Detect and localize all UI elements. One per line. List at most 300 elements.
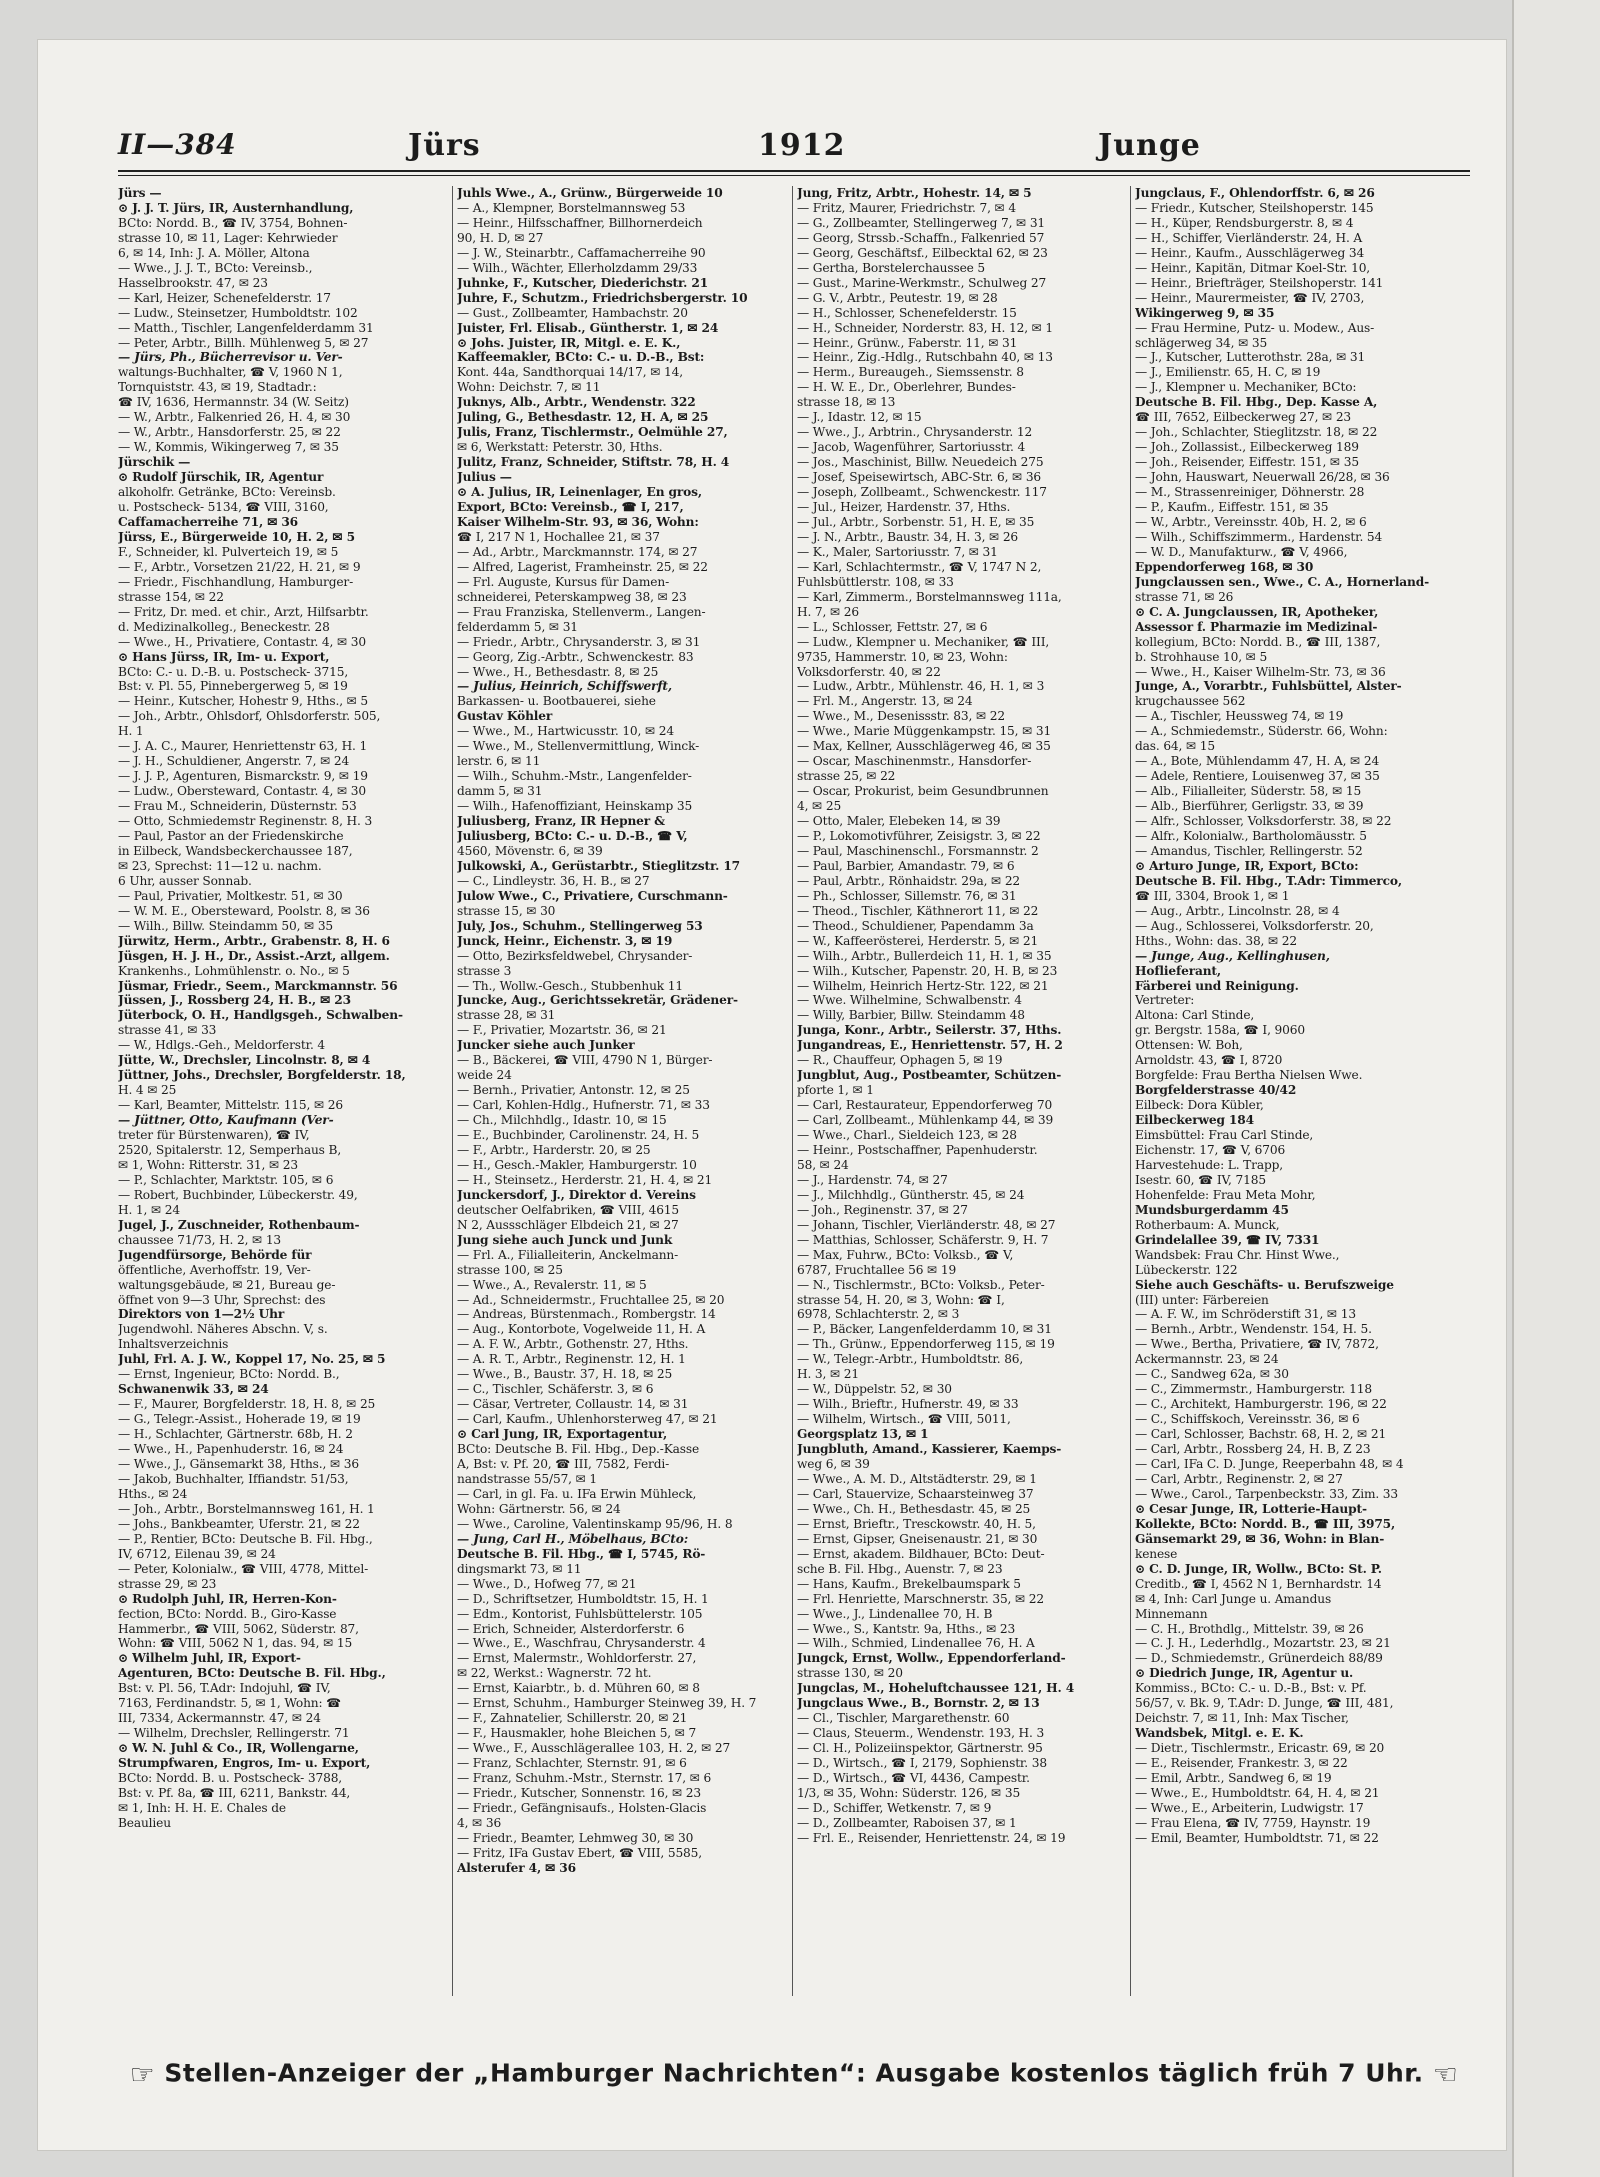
directory-entry-line: krugchaussee 562 xyxy=(1135,694,1246,709)
directory-entry-line: — Paul, Arbtr., Rönhaidstr. 29a, ✉ 22 xyxy=(797,873,1021,888)
directory-entry-line: — Amandus, Tischler, Rellingerstr. 52 xyxy=(1135,843,1363,858)
directory-entry-line: Tornquiststr. 43, ✉ 19, Stadtadr.: xyxy=(118,380,317,395)
directory-entry-line: 4560, Mövenstr. 6, ✉ 39 xyxy=(457,843,603,858)
directory-entry-line: strasse 15, ✉ 30 xyxy=(457,903,556,918)
directory-entry-line: — Alfred, Lagerist, Framheinstr. 25, ✉ 22 xyxy=(457,559,708,574)
directory-entry-line: — Wilh., Hafenoffiziant, Heinskamp 35 xyxy=(457,799,693,814)
directory-entry-line: Eppendorferweg 168, ✉ 30 xyxy=(1135,559,1314,574)
directory-entry-line: — Aug., Arbtr., Lincolnstr. 28, ✉ 4 xyxy=(1135,903,1340,918)
directory-entry-line: Ackermannstr. 23, ✉ 24 xyxy=(1135,1352,1279,1367)
directory-entry-line: — Junge, Aug., Kellinghusen, xyxy=(1135,948,1330,963)
directory-entry-line: Deichstr. 7, ✉ 11, Inh: Max Tischer, xyxy=(1135,1711,1349,1726)
directory-entry-line: — Matth., Tischler, Langenfelderdamm 31 xyxy=(118,320,374,335)
directory-entry-line: strasse 25, ✉ 22 xyxy=(797,769,896,784)
directory-entry-line: 4, ✉ 25 xyxy=(797,799,842,814)
directory-entry-line: Kaiser Wilhelm-Str. 93, ✉ 36, Wohn: xyxy=(457,514,699,529)
directory-entry-line: Juncker siehe auch Junker xyxy=(457,1038,635,1053)
directory-entry-line: Juhl, Frl. A. J. W., Koppel 17, No. 25, ✉ 5 xyxy=(118,1352,386,1367)
directory-entry-line: Juliusberg, BCto: C.- u. D.-B., ☎ V, xyxy=(457,828,688,843)
directory-entry-line: — Emil, Beamter, Humboldtstr. 71, ✉ 22 xyxy=(1135,1830,1379,1845)
directory-entry-line: — Wwe., Caroline, Valentinskamp 95/96, H. 8 xyxy=(457,1516,733,1531)
page-number: II—384 xyxy=(118,128,237,161)
directory-entry-line: — Wilh., Schuhm.-Mstr., Langenfelder- xyxy=(457,769,692,784)
directory-entry-line: in Eilbeck, Wandsbeckerchaussee 187, xyxy=(118,843,353,858)
directory-entry-line: ✉ 1, Wohn: Ritterstr. 31, ✉ 23 xyxy=(118,1157,298,1172)
directory-entry-line: ✉ 6, Werkstatt: Peterstr. 30, Hths. xyxy=(457,440,663,455)
directory-entry-line: Wandsbek: Frau Chr. Hinst Wwe., xyxy=(1135,1247,1340,1262)
directory-entry-line: chaussee 71/73, H. 2, ✉ 13 xyxy=(118,1232,282,1247)
header-keyword-left: Jürs xyxy=(408,128,481,163)
directory-entry-line: N 2, Aussschläger Elbdeich 21, ✉ 27 xyxy=(457,1217,679,1232)
directory-entry-line: — Wwe., B., Baustr. 37, H. 18, ✉ 25 xyxy=(457,1367,673,1382)
directory-entry-line: — G., Zollbeamter, Stellingerweg 7, ✉ 31 xyxy=(797,215,1046,230)
directory-entry-line: Wohn: Deichstr. 7, ✉ 11 xyxy=(457,380,601,395)
directory-entry-line: — Heinr., Maurermeister, ☎ IV, 2703, xyxy=(1135,290,1365,305)
directory-entry-line: — Joh., Reisender, Eiffestr. 151, ✉ 35 xyxy=(1135,455,1359,470)
directory-entry-line: ⊙ Cesar Junge, IR, Lotterie-Haupt- xyxy=(1135,1501,1367,1516)
directory-entry-line: — Wilhelm, Heinrich Hertz-Str. 122, ✉ 21 xyxy=(797,978,1049,993)
directory-entry-line: strasse 100, ✉ 25 xyxy=(457,1262,563,1277)
directory-entry-line: — C. J. H., Lederhdlg., Mozartstr. 23, ✉ 21 xyxy=(1135,1636,1391,1651)
directory-entry-line: — Ludw., Obersteward, Contastr. 4, ✉ 30 xyxy=(118,784,366,799)
directory-entry-line: 6978, Schlachterstr. 2, ✉ 3 xyxy=(797,1307,960,1322)
directory-entry-line: — C. H., Brothdlg., Mittelstr. 39, ✉ 26 xyxy=(1135,1621,1364,1636)
directory-entry-line: Hohenfelde: Frau Meta Mohr, xyxy=(1135,1187,1316,1202)
directory-entry-line: damm 5, ✉ 31 xyxy=(457,784,543,799)
directory-entry-line: — Fritz, IFa Gustav Ebert, ☎ VIII, 5585, xyxy=(457,1845,702,1860)
directory-entry-line: — Fritz, Maurer, Friedrichstr. 7, ✉ 4 xyxy=(797,200,1016,215)
directory-entry-line: — Carl, Kohlen-Hdlg., Hufnerstr. 71, ✉ 33 xyxy=(457,1098,710,1113)
directory-entry-line: — Ad., Schneidermstr., Fruchtallee 25, ✉ 20 xyxy=(457,1292,725,1307)
directory-entry-line: — Carl, IFa C. D. Junge, Reeperbahn 48, ✉ 4 xyxy=(1135,1457,1404,1472)
directory-entry-line: strasse 3 xyxy=(457,963,512,978)
directory-entry-line: — Ludw., Klempner u. Mechaniker, ☎ III, xyxy=(797,634,1050,649)
directory-entry-line: Isestr. 60, ☎ IV, 7185 xyxy=(1135,1172,1266,1187)
directory-entry-line: — Paul, Maschinenschl., Forsmannstr. 2 xyxy=(797,843,1039,858)
directory-entry-line: — Andreas, Bürstenmach., Rombergstr. 14 xyxy=(457,1307,716,1322)
column-2 xyxy=(452,186,787,1996)
directory-entry-line: Junga, Konr., Arbtr., Seilerstr. 37, Hths. xyxy=(797,1023,1062,1038)
directory-entry-line: Jungclas, M., Hoheluftchaussee 121, H. 4 xyxy=(797,1681,1075,1696)
directory-entry-line: Junck, Heinr., Eichenstr. 3, ✉ 19 xyxy=(457,933,673,948)
directory-entry-line: Jung, Fritz, Arbtr., Hohestr. 14, ✉ 5 xyxy=(797,186,1032,200)
directory-entry-line: Junge, A., Vorarbtr., Fuhlsbüttel, Alster- xyxy=(1135,679,1402,694)
directory-entry-line: — Wwe., H., Papenhuderstr. 16, ✉ 24 xyxy=(118,1442,344,1457)
directory-entry-line: — Wwe., Ch. H., Bethesdastr. 45, ✉ 25 xyxy=(797,1501,1031,1516)
directory-entry-line: — W., Düppelstr. 52, ✉ 30 xyxy=(797,1382,952,1397)
directory-entry-line: — Wilh., Wächter, Ellerholzdamm 29/33 xyxy=(457,260,698,275)
directory-entry-line: — Wwe., H., Kaiser Wilhelm-Str. 73, ✉ 36 xyxy=(1135,664,1386,679)
directory-entry-line: IV, 6712, Eilenau 39, ✉ 24 xyxy=(118,1546,276,1561)
directory-entry-line: — J. W., Steinarbtr., Caffamacherreihe 90 xyxy=(457,245,706,260)
directory-entry-line: — G. V., Arbtr., Peutestr. 19, ✉ 28 xyxy=(797,290,998,305)
directory-entry-line: — K., Maler, Sartoriusstr. 7, ✉ 31 xyxy=(797,544,998,559)
directory-entry-line: — F., Maurer, Borgfelderstr. 18, H. 8, ✉ 25 xyxy=(118,1397,376,1412)
directory-entry-line: — Ludw., Steinsetzer, Humboldtstr. 102 xyxy=(118,305,358,320)
directory-entry-line: — P., Rentier, BCto: Deutsche B. Fil. Hbg., xyxy=(118,1531,373,1546)
directory-entry-line: öffentliche, Averhoffstr. 19, Ver- xyxy=(118,1262,311,1277)
directory-entry-line: — Jul., Arbtr., Sorbenstr. 51, H. E, ✉ 35 xyxy=(797,514,1035,529)
directory-entry-line: — Heinr., Briefträger, Steilshoperstr. 141 xyxy=(1135,275,1384,290)
directory-entry-line: ⊙ Diedrich Junge, IR, Agentur u. xyxy=(1135,1666,1354,1681)
directory-entry-line: — Cl. H., Polizeiinspektor, Gärtnerstr. 95 xyxy=(797,1741,1043,1756)
directory-entry-line: — Frl. Henriette, Marschnerstr. 35, ✉ 22 xyxy=(797,1591,1044,1606)
directory-entry-line: — Willy, Barbier, Billw. Steindamm 48 xyxy=(797,1008,1025,1023)
directory-entry-line: (III) unter: Färbereien xyxy=(1135,1292,1269,1307)
directory-entry-line: ✉ 22, Werkst.: Wagnerstr. 72 ht. xyxy=(457,1666,652,1681)
directory-entry-line: ⊙ Rudolf Jürschik, IR, Agentur xyxy=(118,470,324,485)
directory-entry-line: strasse 41, ✉ 33 xyxy=(118,1023,217,1038)
directory-entry-line: deutscher Oelfabriken, ☎ VIII, 4615 xyxy=(457,1202,680,1217)
directory-entry-line: öffnet von 9—3 Uhr, Sprechst: des xyxy=(118,1292,326,1307)
directory-entry-line: 6787, Fruchtallee 56 ✉ 19 xyxy=(797,1262,957,1277)
directory-entry-line: — L., Schlosser, Fettstr. 27, ✉ 6 xyxy=(797,619,988,634)
directory-entry-line: ✉ 1, Inh: H. H. E. Chales de xyxy=(118,1800,286,1815)
directory-entry-line: schneiderei, Peterskampweg 38, ✉ 23 xyxy=(457,589,687,604)
directory-entry-line: — Heinr., Hilfsschaffner, Billhornerdeich xyxy=(457,215,703,230)
directory-entry-line: Altona: Carl Stinde, xyxy=(1135,1008,1255,1023)
directory-entry-line: — Carl, Restaurateur, Eppendorferweg 70 xyxy=(797,1098,1053,1113)
directory-entry-line: — Paul, Barbier, Amandastr. 79, ✉ 6 xyxy=(797,858,1015,873)
directory-entry-line: — Cäsar, Vertreter, Collaustr. 14, ✉ 31 xyxy=(457,1397,689,1412)
directory-entry-line: fection, BCto: Nordd. B., Giro-Kasse xyxy=(118,1606,337,1621)
directory-entry-line: — Hans, Kaufm., Brekelbaumspark 5 xyxy=(797,1576,1021,1591)
directory-entry-line: — Georg, Geschäftsf., Eilbecktal 62, ✉ 23 xyxy=(797,245,1048,260)
directory-entry-line: Julitz, Franz, Schneider, Stiftstr. 78, H. 4 xyxy=(457,455,730,470)
directory-entry-line: Deutsche B. Fil. Hbg., T.Adr: Timmerco, xyxy=(1135,873,1402,888)
directory-entry-line: Fuhlsbüttlerstr. 108, ✉ 33 xyxy=(797,574,954,589)
directory-entry-line: — H., Schneider, Norderstr. 83, H. 12, ✉ 1 xyxy=(797,320,1054,335)
directory-entry-line: H. 1, ✉ 24 xyxy=(118,1202,180,1217)
directory-entry-line: — Wwe., M., Desenissstr. 83, ✉ 22 xyxy=(797,709,1005,724)
directory-entry-line: H. 7, ✉ 26 xyxy=(797,604,859,619)
directory-entry-line: schlägerweg 34, ✉ 35 xyxy=(1135,335,1268,350)
directory-entry-line: Julkowski, A., Gerüstarbtr., Stieglitzstr. 17 xyxy=(457,858,740,873)
directory-entry-line: — Frau Franziska, Stellenverm., Langen- xyxy=(457,604,706,619)
directory-entry-line: Lübeckerstr. 122 xyxy=(1135,1262,1238,1277)
directory-entry-line: Export, BCto: Vereinsb., ☎ I, 217, xyxy=(457,500,684,515)
directory-entry-line: — C., Lindleystr. 36, H. B., ✉ 27 xyxy=(457,873,650,888)
directory-entry-line: — W., Kaffeerösterei, Herderstr. 5, ✉ 21 xyxy=(797,933,1039,948)
directory-entry-line: Jungclaussen sen., Wwe., C. A., Hornerland- xyxy=(1135,574,1430,589)
directory-entry-line: ⊙ Hans Jürss, IR, Im- u. Export, xyxy=(118,649,330,664)
directory-entry-line: — W., Kommis, Wikingerweg 7, ✉ 35 xyxy=(118,440,339,455)
directory-entry-line: Bst: v. Pl. 55, Pinnebergerweg 5, ✉ 19 xyxy=(118,679,348,694)
directory-entry-line: — Heinr., Postschaffner, Papenhuderstr. xyxy=(797,1143,1038,1157)
directory-entry-line: ⊙ Wilhelm Juhl, IR, Export- xyxy=(118,1651,301,1666)
directory-entry-line: Kaffeemakler, BCto: C.- u. D.-B., Bst: xyxy=(457,350,705,365)
directory-entry-line: — Ph., Schlosser, Sillemstr. 76, ✉ 31 xyxy=(797,888,1017,903)
directory-entry-line: Gänsemarkt 29, ✉ 36, Wohn: in Blan- xyxy=(1135,1531,1385,1546)
directory-entry-line: waltungs-Buchhalter, ☎ V, 1960 N 1, xyxy=(118,365,343,380)
directory-entry-line: — Joh., Schlachter, Stieglitzstr. 18, ✉ 22 xyxy=(1135,425,1378,440)
directory-entry-line: — Wilh., Schiffszimmerm., Hardenstr. 54 xyxy=(1135,529,1383,544)
directory-entry-line: — J. J. P., Agenturen, Bismarckstr. 9, ✉ 19 xyxy=(118,769,368,784)
directory-entry-line: — Karl, Schlachtermstr., ☎ V, 1747 N 2, xyxy=(797,559,1042,574)
directory-entry-line: — Wwe., A. M. D., Altstädterstr. 29, ✉ 1 xyxy=(797,1471,1037,1486)
directory-entry-line: — Frl. E., Reisender, Henriettenstr. 24, ✉ 19 xyxy=(797,1830,1066,1845)
column-1 xyxy=(118,186,448,1996)
directory-entry-line: — Emil, Arbtr., Sandweg 6, ✉ 19 xyxy=(1135,1771,1332,1786)
directory-entry-line: strasse 29, ✉ 23 xyxy=(118,1576,217,1591)
directory-entry-line: kollegium, BCto: Nordd. B., ☎ III, 1387, xyxy=(1135,634,1381,649)
directory-entry-line: — H., Schlosser, Schenefelderstr. 15 xyxy=(797,305,1017,320)
directory-entry-line: — Carl, Arbtr., Reginenstr. 2, ✉ 27 xyxy=(1135,1471,1343,1486)
directory-entry-line: Juhnke, F., Kutscher, Diederichstr. 21 xyxy=(457,275,709,290)
directory-entry-line: — Friedr., Arbtr., Chrysanderstr. 3, ✉ 31 xyxy=(457,634,701,649)
directory-entry-line: — H., Steinsetz., Herderstr. 21, H. 4, ✉ 21 xyxy=(457,1172,713,1187)
directory-entry-line: — C., Schiffskoch, Vereinsstr. 36, ✉ 6 xyxy=(1135,1412,1360,1427)
directory-entry-line: — Frau Hermine, Putz- u. Modew., Aus- xyxy=(1135,320,1375,335)
directory-entry-line: — H., Schiffer, Vierländerstr. 24, H. A xyxy=(1135,230,1363,245)
directory-entry-line: — J., Emilienstr. 65, H. C, ✉ 19 xyxy=(1135,365,1321,380)
directory-entry-line: strasse 154, ✉ 22 xyxy=(118,589,224,604)
directory-entry-line: — Herm., Bureaugeh., Siemssenstr. 8 xyxy=(797,365,1024,380)
directory-entry-line: — Wilh., Schmied, Lindenallee 76, H. A xyxy=(797,1636,1035,1651)
directory-entry-line: Barkassen- u. Bootbauerei, siehe xyxy=(457,694,656,709)
directory-entry-line: — H., Küper, Rendsburgerstr. 8, ✉ 4 xyxy=(1135,215,1354,230)
directory-entry-line: Schwanenwik 33, ✉ 24 xyxy=(118,1382,269,1397)
directory-entry-line: — Wwe., A., Revalerstr. 11, ✉ 5 xyxy=(457,1277,647,1292)
directory-entry-line: — Jung, Carl H., Möbelhaus, BCto: xyxy=(457,1531,689,1546)
directory-entry-line: — N., Tischlermstr., BCto: Volksb., Peter- xyxy=(797,1277,1045,1292)
directory-entry-line: — M., Strassenreiniger, Döhnerstr. 28 xyxy=(1135,485,1365,500)
directory-entry-line: — Wwe., F., Ausschlägerallee 103, H. 2, ✉ 27 xyxy=(457,1741,731,1756)
directory-entry-line: ⊙ W. N. Juhl & Co., IR, Wollengarne, xyxy=(118,1741,359,1756)
directory-entry-line: sche B. Fil. Hbg., Auenstr. 7, ✉ 23 xyxy=(797,1561,1003,1576)
directory-entry-line: Agenturen, BCto: Deutsche B. Fil. Hbg., xyxy=(118,1666,386,1681)
directory-entry-line: Ottensen: W. Boh, xyxy=(1135,1038,1243,1053)
directory-entry-line: Jüterbock, O. H., Handlgsgeh., Schwalben- xyxy=(118,1008,403,1023)
directory-entry-line: — C., Tischler, Schäferstr. 3, ✉ 6 xyxy=(457,1382,654,1397)
directory-entry-line: Juhls Wwe., A., Grünw., Bürgerweide 10 xyxy=(457,186,723,200)
directory-entry-line: u. Postscheck- 5134, ☎ VIII, 3160, xyxy=(118,500,329,515)
directory-entry-line: ☎ III, 7652, Eilbeckerweg 27, ✉ 23 xyxy=(1135,410,1352,425)
directory-entry-line: Jüttner, Johs., Drechsler, Borgfelderstr. 18, xyxy=(118,1068,406,1083)
directory-entry-line: — Wwe. Wilhelmine, Schwalbenstr. 4 xyxy=(797,993,1022,1008)
directory-entry-line: Minnemann xyxy=(1135,1606,1208,1621)
directory-entry-line: Eichenstr. 17, ☎ V, 6706 xyxy=(1135,1143,1286,1157)
directory-entry-line: — Heinr., Kaufm., Ausschlägerweg 34 xyxy=(1135,245,1365,260)
directory-entry-line: — Wilhelm, Drechsler, Rellingerstr. 71 xyxy=(118,1726,350,1741)
directory-entry-line: — Ernst, Schuhm., Hamburger Steinweg 39, H. 7 xyxy=(457,1696,757,1711)
directory-entry-line: dingsmarkt 73, ✉ 11 xyxy=(457,1561,582,1576)
directory-entry-line: — Friedr., Gefängnisaufs., Holsten-Glacis xyxy=(457,1800,707,1815)
directory-entry-line: — J., Hardenstr. 74, ✉ 27 xyxy=(797,1172,948,1187)
directory-entry-line: gr. Bergstr. 158a, ☎ I, 9060 xyxy=(1135,1023,1305,1038)
directory-entry-line: — Wwe., Charl., Sieldeich 123, ✉ 28 xyxy=(797,1128,1017,1143)
directory-entry-line: Jungclaus Wwe., B., Bornstr. 2, ✉ 13 xyxy=(797,1696,1040,1711)
directory-entry-line: — J. H., Schuldiener, Angerstr. 7, ✉ 24 xyxy=(118,754,350,769)
directory-entry-line: lerstr. 6, ✉ 11 xyxy=(457,754,541,769)
directory-entry-line: Creditb., ☎ I, 4562 N 1, Bernhardstr. 14 xyxy=(1135,1576,1382,1591)
directory-entry-line: Jürss, E., Bürgerweide 10, H. 2, ✉ 5 xyxy=(118,529,355,544)
header-keyword-right: Junge xyxy=(1098,128,1201,163)
directory-entry-line: — D., Wirtsch., ☎ VI, 4436, Campestr. xyxy=(797,1771,1030,1786)
directory-entry-line: Hammerbr., ☎ VIII, 5062, Süderstr. 87, xyxy=(118,1621,359,1636)
directory-entry-line: BCto: Nordd. B., ☎ IV, 3754, Bohnen- xyxy=(118,215,348,230)
directory-entry-line: Juknys, Alb., Arbtr., Wendenstr. 322 xyxy=(457,395,696,410)
directory-entry-line: — Gust., Zollbeamter, Hambachstr. 20 xyxy=(457,305,688,320)
directory-entry-line: Kollekte, BCto: Nordd. B., ☎ III, 3975, xyxy=(1135,1516,1396,1531)
directory-entry-line: — C., Sandweg 62a, ✉ 30 xyxy=(1135,1367,1289,1382)
directory-entry-line: Vertreter: xyxy=(1135,993,1195,1008)
directory-entry-line: — C., Architekt, Hamburgerstr. 196, ✉ 22 xyxy=(1135,1397,1387,1412)
directory-entry-line: — A., Tischler, Heussweg 74, ✉ 19 xyxy=(1135,709,1344,724)
directory-entry-line: H. 1 xyxy=(118,724,144,739)
directory-entry-line: ⊙ Carl Jung, IR, Exportagentur, xyxy=(457,1427,668,1442)
directory-entry-line: — P., Schlachter, Marktstr. 105, ✉ 6 xyxy=(118,1172,334,1187)
directory-entry-line: — Joh., Reginenstr. 37, ✉ 27 xyxy=(797,1202,968,1217)
directory-entry-line: — Wwe., J., Gänsemarkt 38, Hths., ✉ 36 xyxy=(118,1457,359,1472)
directory-entry-line: Junckersdorf, J., Direktor d. Vereins xyxy=(457,1187,696,1202)
directory-entry-line: — W., Hdlgs.-Geh., Meldorferstr. 4 xyxy=(118,1038,326,1053)
directory-entry-line: — Frl. M., Angerstr. 13, ✉ 24 xyxy=(797,694,973,709)
directory-entry-line: — Alfr., Schlosser, Volksdorferstr. 38, ✉ 22 xyxy=(1135,814,1392,829)
directory-entry-line: — Wwe., S., Kantstr. 9a, Hths., ✉ 23 xyxy=(797,1621,1016,1636)
directory-entry-line: — P., Kaufm., Eiffestr. 151, ✉ 35 xyxy=(1135,500,1329,515)
directory-entry-line: Caffamacherreihe 71, ✉ 36 xyxy=(118,514,299,529)
directory-entry-line: Julius — xyxy=(457,470,512,485)
directory-entry-line: alkoholfr. Getränke, BCto: Vereinsb. xyxy=(118,485,336,500)
column-3 xyxy=(792,186,1127,1996)
directory-entry-line: — P., Bäcker, Langenfelderdamm 10, ✉ 31 xyxy=(797,1322,1052,1337)
directory-entry-line: — Joh., Arbtr., Ohlsdorf, Ohlsdorferstr. 505, xyxy=(118,709,381,724)
directory-entry-line: — Fritz, Dr. med. et chir., Arzt, Hilfsarbtr. xyxy=(118,604,369,619)
directory-entry-line: Jugendfürsorge, Behörde für xyxy=(118,1247,312,1262)
directory-entry-line: — Theod., Tischler, Käthnerort 11, ✉ 22 xyxy=(797,903,1039,918)
directory-entry-line: — H., Gesch.-Makler, Hamburgerstr. 10 xyxy=(457,1157,697,1172)
directory-entry-line: ☎ IV, 1636, Hermannstr. 34 (W. Seitz) xyxy=(118,395,349,410)
directory-entry-line: 2520, Spitalerstr. 12, Semperhaus B, xyxy=(118,1143,342,1157)
directory-entry-line: — Th., Grünw., Eppendorferweg 115, ✉ 19 xyxy=(797,1337,1055,1352)
directory-entry-line: — Johs., Bankbeamter, Uferstr. 21, ✉ 22 xyxy=(118,1516,360,1531)
directory-entry-line: H. 4 ✉ 25 xyxy=(118,1083,177,1098)
directory-entry-line: — Carl, Kaufm., Uhlenhorsterweg 47, ✉ 21 xyxy=(457,1412,718,1427)
directory-entry-line: — Robert, Buchbinder, Lübeckerstr. 49, xyxy=(118,1187,358,1202)
directory-entry-line: Jürwitz, Herm., Arbtr., Grabenstr. 8, H. 6 xyxy=(118,933,390,948)
directory-entry-line: — Gust., Marine-Werkmstr., Schulweg 27 xyxy=(797,275,1047,290)
footer-ad xyxy=(118,2058,1470,2098)
page-header xyxy=(118,128,1470,168)
directory-entry-line: — D., Schriftsetzer, Humboldtstr. 15, H. 1 xyxy=(457,1591,709,1606)
directory-entry-line: Wohn: ☎ VIII, 5062 N 1, das. 94, ✉ 15 xyxy=(118,1636,353,1651)
directory-entry-line: — Wilh., Arbtr., Bullerdeich 11, H. 1, ✉ 35 xyxy=(797,948,1052,963)
directory-entry-line: Jungblut, Aug., Postbeamter, Schützen- xyxy=(797,1068,1062,1083)
directory-entry-line: — Wwe., Bertha, Privatiere, ☎ IV, 7872, xyxy=(1135,1337,1379,1352)
directory-entry-line: — Frau M., Schneiderin, Düsternstr. 53 xyxy=(118,799,357,814)
directory-entry-line: Hths., Wohn: das. 38, ✉ 22 xyxy=(1135,933,1297,948)
directory-entry-line: — Wilh., Brieftr., Hufnerstr. 49, ✉ 33 xyxy=(797,1397,1019,1412)
directory-entry-line: — Friedr., Beamter, Lehmweg 30, ✉ 30 xyxy=(457,1830,694,1845)
directory-entry-line: Wikingerweg 9, ✉ 35 xyxy=(1135,305,1275,320)
directory-entry-line: — Alfr., Kolonialw., Bartholomäusstr. 5 xyxy=(1135,828,1367,843)
directory-entry-line: — Paul, Privatier, Moltkestr. 51, ✉ 30 xyxy=(118,888,343,903)
directory-entry-line: — Max, Kellner, Ausschlägerweg 46, ✉ 35 xyxy=(797,739,1051,754)
directory-entry-line: — Otto, Schmiedemstr Reginenstr. 8, H. 3 xyxy=(118,814,373,829)
directory-entry-line: ✉ 23, Sprechst: 11—12 u. nachm. xyxy=(118,858,322,873)
directory-entry-line: — Ad., Arbtr., Marckmannstr. 174, ✉ 27 xyxy=(457,544,698,559)
directory-entry-line: F., Schneider, kl. Pulverteich 19, ✉ 5 xyxy=(118,544,339,559)
directory-entry-line: — Jos., Maschinist, Billw. Neuedeich 275 xyxy=(797,455,1044,470)
directory-entry-line: BCto: Deutsche B. Fil. Hbg., Dep.-Kasse xyxy=(457,1442,700,1457)
directory-entry-line: — J., Idastr. 12, ✉ 15 xyxy=(797,410,922,425)
directory-entry-line: — H. W. E., Dr., Oberlehrer, Bundes- xyxy=(797,380,1016,395)
directory-entry-line: — A. F. W., Arbtr., Gothenstr. 27, Hths. xyxy=(457,1337,689,1352)
directory-entry-line: Juncke, Aug., Gerichtssekretär, Grädener- xyxy=(457,993,738,1008)
directory-entry-line: strasse 71, ✉ 26 xyxy=(1135,589,1234,604)
directory-entry-line: — Aug., Kontorbote, Vogelweide 11, H. A xyxy=(457,1322,706,1337)
directory-entry-line: Inhaltsverzeichnis xyxy=(118,1337,229,1352)
directory-entry-line: — Wwe., J. J. T., BCto: Vereinsb., xyxy=(118,260,313,275)
directory-entry-line: strasse 18, ✉ 13 xyxy=(797,395,896,410)
directory-entry-line: — Johann, Tischler, Vierländerstr. 48, ✉ 27 xyxy=(797,1217,1056,1232)
directory-entry-line: Grindelallee 39, ☎ IV, 7331 xyxy=(1135,1232,1320,1247)
directory-entry-line: — Matthias, Schlosser, Schäferstr. 9, H. 7 xyxy=(797,1232,1049,1247)
directory-entry-line: Jungck, Ernst, Wollw., Eppendorferland- xyxy=(797,1651,1066,1666)
directory-entry-line: — Jacob, Wagenführer, Sartoriusstr. 4 xyxy=(797,440,1026,455)
directory-entry-line: Borgfelde: Frau Bertha Nielsen Wwe. xyxy=(1135,1068,1363,1083)
directory-entry-line: — A. R. T., Arbtr., Reginenstr. 12, H. 1 xyxy=(457,1352,686,1367)
directory-entry-line: — Joh., Zollassist., Eilbeckerweg 189 xyxy=(1135,440,1359,455)
directory-entry-line: Bst: v. Pl. 56, T.Adr: Indojuhl, ☎ IV, xyxy=(118,1681,331,1696)
directory-entry-line: — Karl, Beamter, Mittelstr. 115, ✉ 26 xyxy=(118,1098,343,1113)
directory-entry-line: Hasselbrookstr. 47, ✉ 23 xyxy=(118,275,268,290)
directory-entry-line: — Wwe., H., Bethesdastr. 8, ✉ 25 xyxy=(457,664,659,679)
header-year: 1912 xyxy=(758,128,846,163)
directory-entry-line: — Otto, Bezirksfeldwebel, Chrysander- xyxy=(457,948,693,963)
directory-entry-line: — Frau Elena, ☎ IV, 7759, Haynstr. 19 xyxy=(1135,1815,1371,1830)
directory-entry-line: — Peter, Arbtr., Billh. Mühlenweg 5, ✉ 27 xyxy=(118,335,369,350)
directory-entry-line: strasse 54, H. 20, ✉ 3, Wohn: ☎ I, xyxy=(797,1292,1005,1307)
directory-entry-line: — Erich, Schneider, Alsterdorferstr. 6 xyxy=(457,1621,685,1636)
directory-entry-line: — Carl, Schlosser, Bachstr. 68, H. 2, ✉ 21 xyxy=(1135,1427,1387,1442)
directory-entry-line: — W., Telegr.-Arbtr., Humboldtstr. 86, xyxy=(797,1352,1024,1367)
directory-entry-line: — W., Arbtr., Hansdorferstr. 25, ✉ 22 xyxy=(118,425,341,440)
directory-entry-line: Krankenhs., Lohmühlenstr. o. No., ✉ 5 xyxy=(118,963,350,978)
directory-entry-line: — Friedr., Kutscher, Sonnenstr. 16, ✉ 23 xyxy=(457,1785,702,1800)
directory-entry-line: 4, ✉ 36 xyxy=(457,1815,502,1830)
directory-entry-line: July, Jos., Schuhm., Stellingerweg 53 xyxy=(457,918,703,933)
directory-entry-line: Eimsbüttel: Frau Carl Stinde, xyxy=(1135,1128,1314,1143)
directory-entry-line: — C., Zimmermstr., Hamburgerstr. 118 xyxy=(1135,1382,1372,1397)
directory-entry-line: treter für Bürstenwaren), ☎ IV, xyxy=(118,1128,310,1143)
directory-entry-line: Färberei und Reinigung. xyxy=(1135,978,1299,993)
directory-entry-line: Jugel, J., Zuschneider, Rothenbaum- xyxy=(118,1217,360,1232)
directory-entry-line: — Adele, Rentiere, Louisenweg 37, ✉ 35 xyxy=(1135,769,1380,784)
directory-entry-line: — Heinr., Kutscher, Hohestr 9, Hths., ✉ 5 xyxy=(118,694,369,709)
directory-entry-line: — J., Klempner u. Mechaniker, BCto: xyxy=(1135,380,1357,395)
directory-entry-line: pforte 1, ✉ 1 xyxy=(797,1083,874,1098)
directory-entry-line: Direktors von 1—2½ Uhr xyxy=(118,1307,285,1322)
directory-entry-line: Alsterufer 4, ✉ 36 xyxy=(457,1860,576,1875)
directory-entry-line: — Jüttner, Otto, Kaufmann (Ver- xyxy=(118,1113,334,1128)
directory-entry-line: — Wilh., Kutscher, Papenstr. 20, H. B, ✉ 23 xyxy=(797,963,1058,978)
directory-entry-line: — Dietr., Tischlermstr., Ericastr. 69, ✉ 20 xyxy=(1135,1741,1385,1756)
directory-entry-line: — Wwe., J., Lindenallee 70, H. B xyxy=(797,1606,993,1621)
directory-entry-line: Juliusberg, Franz, IR Hepner & xyxy=(457,814,665,829)
directory-entry-line: ✉ 4, Inh: Carl Junge u. Amandus xyxy=(1135,1591,1332,1606)
directory-entry-line: — Friedr., Fischhandlung, Hamburger- xyxy=(118,574,354,589)
directory-entry-line: — R., Chauffeur, Ophagen 5, ✉ 19 xyxy=(797,1053,1003,1068)
directory-entry-line: — H., Schlachter, Gärtnerstr. 68b, H. 2 xyxy=(118,1427,353,1442)
directory-entry-line: Jungandreas, E., Henriettenstr. 57, H. 2 xyxy=(797,1038,1063,1053)
directory-entry-line: — Alb., Bierführer, Gerligstr. 33, ✉ 39 xyxy=(1135,799,1364,814)
directory-entry-line: — B., Bäckerei, ☎ VIII, 4790 N 1, Bürger- xyxy=(457,1053,713,1068)
directory-entry-line: nandstrasse 55/57, ✉ 1 xyxy=(457,1471,598,1486)
directory-entry-line: kenese xyxy=(1135,1546,1178,1561)
directory-entry-line: — E., Buchbinder, Carolinenstr. 24, H. 5 xyxy=(457,1128,700,1143)
